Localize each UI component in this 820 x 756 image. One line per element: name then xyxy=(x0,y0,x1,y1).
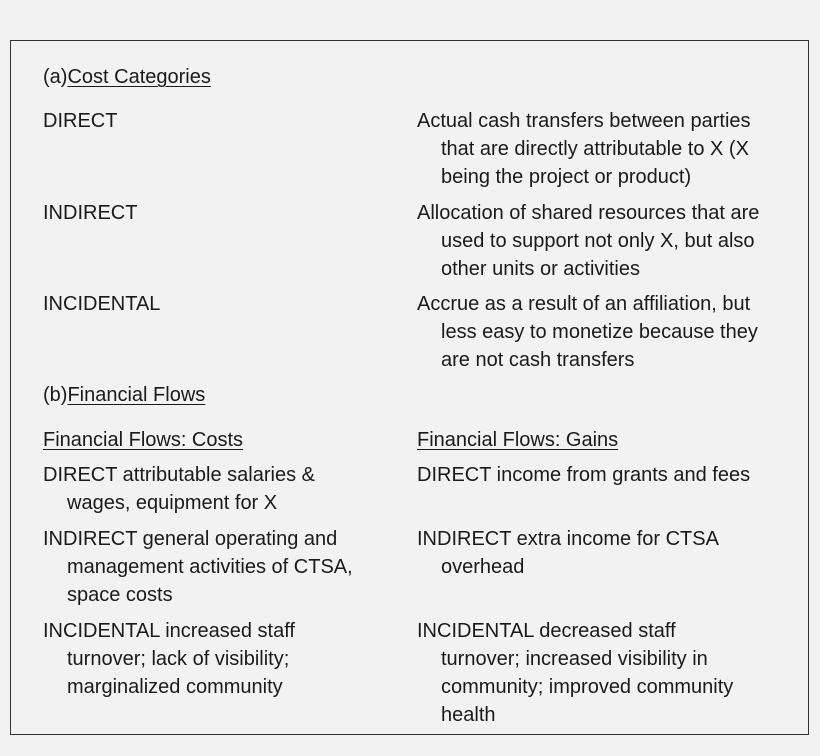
section-b-prefix: (b) xyxy=(43,384,68,406)
costs-line: INDIRECT general operating and xyxy=(43,528,338,550)
cost-description-line: Actual cash transfers between parties xyxy=(417,110,751,132)
cost-description-line: are not cash transfers xyxy=(441,349,635,371)
cost-category-indirect: INDIRECT xyxy=(43,202,138,224)
gains-line: turnover; increased visibility in xyxy=(441,648,708,670)
costs-line: wages, equipment for X xyxy=(67,492,278,514)
section-b-heading xyxy=(43,381,205,409)
table-frame xyxy=(10,40,809,735)
cost-category-direct: DIRECT xyxy=(43,110,118,132)
costs-line: marginalized community xyxy=(67,676,283,698)
costs-line: space costs xyxy=(67,584,173,606)
cost-description-line: Accrue as a result of an affiliation, but xyxy=(417,293,751,315)
section-a-heading xyxy=(43,63,211,91)
cost-description-line: Allocation of shared resources that are xyxy=(417,202,760,224)
costs-column-header: Financial Flows: Costs xyxy=(43,429,244,451)
costs-line: management activities of CTSA, xyxy=(67,556,353,578)
cost-description-line: being the project or product) xyxy=(441,166,692,188)
gains-line: INDIRECT extra income for CTSA xyxy=(417,528,719,550)
gains-column-header: Financial Flows: Gains xyxy=(417,429,619,451)
costs-line: turnover; lack of visibility; xyxy=(67,648,290,670)
cost-description-line: used to support not only X, but also xyxy=(441,230,755,252)
gains-line: INCIDENTAL decreased staff xyxy=(417,620,676,642)
gains-line: overhead xyxy=(441,556,525,578)
section-a-title: Cost Categories xyxy=(67,66,211,88)
gains-line: DIRECT income from grants and fees xyxy=(417,464,751,486)
cost-description-line: less easy to monetize because they xyxy=(441,321,758,343)
gains-line: community; improved community xyxy=(441,676,734,698)
cost-description-line: that are directly attributable to X (X xyxy=(441,138,749,160)
cost-description-line: other units or activities xyxy=(441,258,640,280)
section-b-title: Financial Flows xyxy=(67,384,206,406)
gains-line: health xyxy=(441,704,496,726)
section-a-prefix: (a) xyxy=(43,66,68,88)
costs-line: INCIDENTAL increased staff xyxy=(43,620,295,642)
cost-category-incidental: INCIDENTAL xyxy=(43,293,161,315)
costs-line: DIRECT attributable salaries & xyxy=(43,464,315,486)
